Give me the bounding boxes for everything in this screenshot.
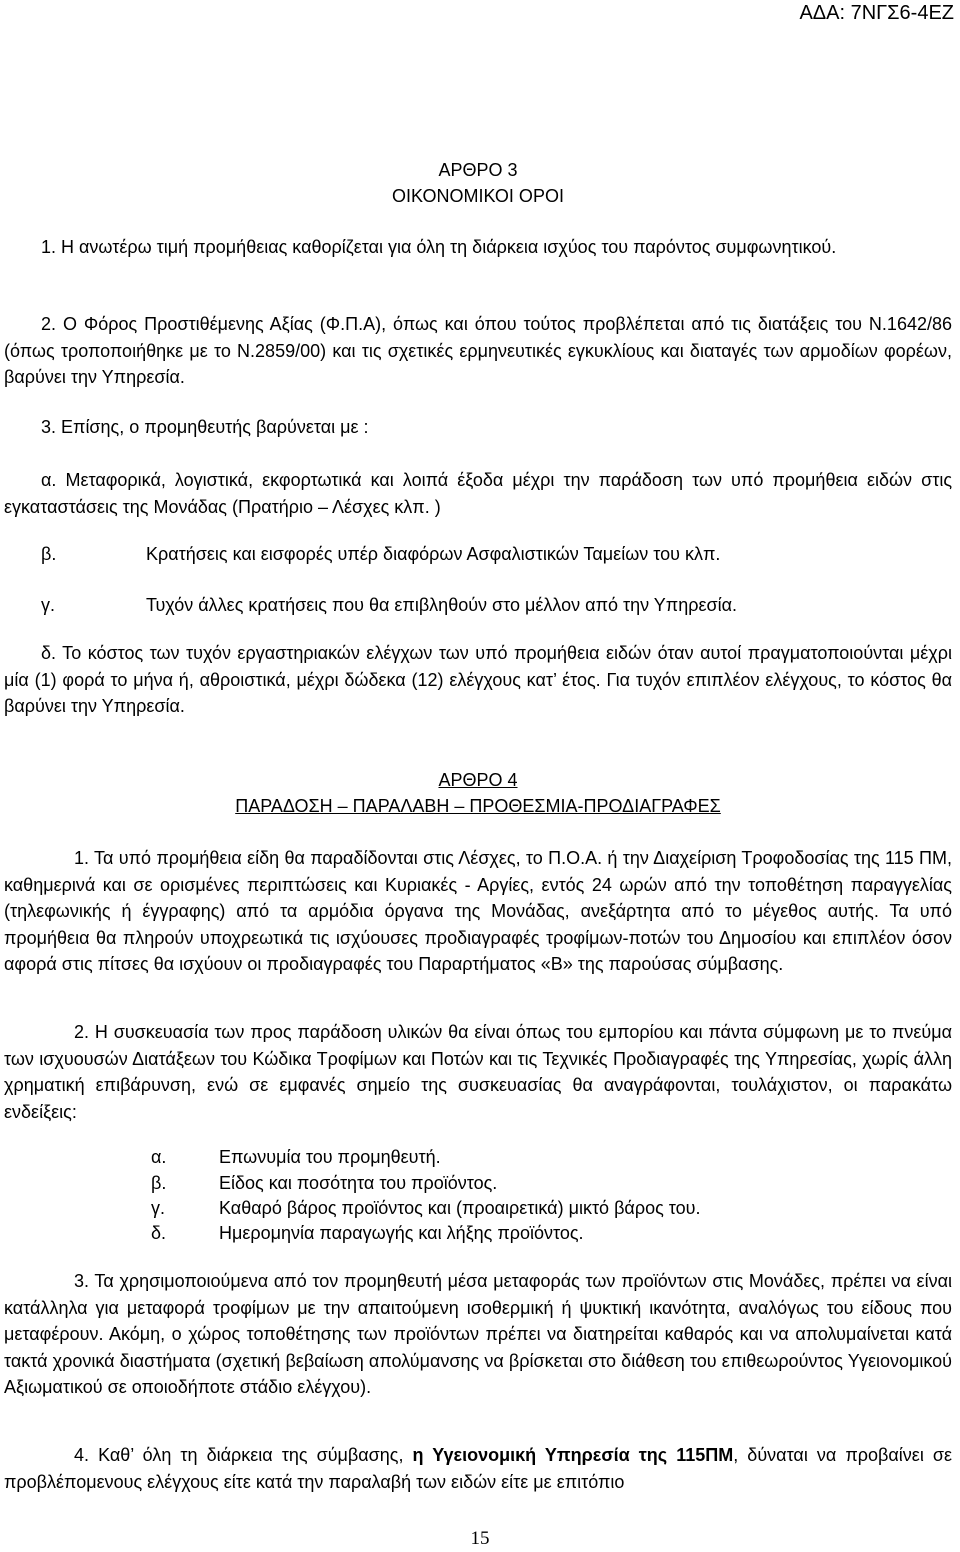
article-4-paragraph-1: 1. Τα υπό προμήθεια είδη θα παραδίδονται στις Λέσχες, το Π.Ο.Α. ή την Διαχείριση Τροφοδοσίας της 115 ΠΜ, καθημερινά και σε ορισμένες περιπτώσεις και Κυριακές - Αργίες, εντός 24 ωρών από την τοποθέτηση παραγγελίας (τηλεφωνικής ή έγγραφης) από τα αρμόδια όργανα της Μονάδας, ανεξάρτητα από το μέγεθος αυτής. Τα υπό προμήθεια θα πληρούν υποχρεωτικά τις ισχύουσες προδιαγραφές τροφίμων-ποτών του Δημοσίου και επιπλέον όσον αφορά στις πίτσες θα ισχύουν οι προδιαγραφές του Παραρτήματος «Β» της παρούσας σύμβασης.	[4, 848, 952, 974]
paragraph-4-bold: η Υγειονομική Υπηρεσία της 115ΠΜ	[412, 1445, 734, 1465]
article-4-paragraph-4	[4, 1442, 952, 1495]
list-item-label: γ.	[151, 1198, 166, 1218]
article-3-item-a: α. Μεταφορικά, λογιστικά, εκφορτωτικά και λοιπά έξοδα μέχρι την παράδοση των υπό προμήθεια ειδών στις εγκαταστάσεις της Μονάδας (Πρατήριο – Λέσχες κλπ. )	[4, 470, 952, 517]
article-4-title-text: ΑΡΘΡΟ 4	[438, 770, 518, 790]
article-4-paragraph-2: 2. Η συσκευασία των προς παράδοση υλικών θα είναι όπως του εμπορίου και πάντα σύμφωνη με το πνεύμα των ισχυουσών Διατάξεων του Κώδικα Τροφίμων και Ποτών και τις Τεχνικές Προδιαγραφές της Υπηρεσίας, χωρίς άλλη χρηματική επιβάρυνση, ενώ σε εμφανές σημείο της συσκευασίας θα αναγράφονται, τουλάχιστον, οι παρακάτω ενδείξεις:	[4, 1022, 952, 1122]
article-3-paragraph-1: 1. Η ανωτέρω τιμή προμήθειας καθορίζεται για όλη τη διάρκεια ισχύος του παρόντος συμφωνητικού.	[41, 237, 837, 257]
paragraph-4-end: , δύναται να προβαίνει σε προβλέπομενους ελέγχους είτε κατά την παραλαβή των ειδών είτε με επιτόπιο	[4, 1445, 953, 1492]
page-number: 15	[470, 1528, 490, 1549]
item-b-label: β.	[41, 544, 57, 564]
list-item-text: Ημερομηνία παραγωγής και λήξης προϊόντος.	[219, 1223, 584, 1243]
item-g-label: γ.	[41, 595, 56, 615]
article-3-paragraph-2: 2. Ο Φόρος Προστιθέμενης Αξίας (Φ.Π.Α), όπως και όπου τούτος προβλέπεται από τις διατάξεις του Ν.1642/86 (όπως τροποποιήθηκε με το Ν.2859/00) και τις σχετικές ερμηνευτικές εγκυκλίους και διαταγές των αρμοδίων φορέων, βαρύνει την Υπηρεσία.	[4, 314, 952, 387]
list-item-text: Καθαρό βάρος προϊόντος και (προαιρετικά) μικτό βάρος του.	[219, 1198, 701, 1218]
document-page	[4, 0, 952, 1552]
list-item-text: Επωνυμία του προμηθευτή.	[219, 1147, 441, 1167]
paragraph-4-start: 4. Καθ’ όλη τη διάρκεια της σύμβασης,	[74, 1445, 413, 1465]
article-4-subtitle-text: ΠΑΡΑΔΟΣΗ – ΠΑΡΑΛΑΒΗ – ΠΡΟΘΕΣΜΙΑ-ΠΡΟΔΙΑΓΡΑΦΕΣ	[235, 796, 721, 816]
article-4-subtitle	[4, 793, 952, 820]
item-g-text: Τυχόν άλλες κρατήσεις που θα επιβληθούν στο μέλλον από την Υπηρεσία.	[146, 595, 738, 615]
list-item-text: Είδος και ποσότητα του προϊόντος.	[219, 1173, 498, 1193]
ada-code: ΑΔΑ: 7ΝΓΣ6-4ΕΖ	[799, 2, 954, 24]
list-item-label: δ.	[151, 1223, 167, 1243]
item-b-text: Κρατήσεις και εισφορές υπέρ διαφόρων Ασφαλιστικών Ταμείων του κλπ.	[146, 544, 721, 564]
article-3-item-d: δ. Το κόστος των τυχόν εργαστηριακών ελέγχων των υπό προμήθεια ειδών όταν αυτοί πραγματοποιούνται μέχρι μία (1) φορά το μήνα ή, αθροιστικά, μέχρι δώδεκα (12) ελέγχους κατ’ έτος. Για τυχόν επιπλέον ελέγχους, το κόστος θα βαρύνει την Υπηρεσία.	[4, 643, 952, 716]
article-3-subtitle: ΟΙΚΟΝΟΜΙΚΟΙ ΟΡΟΙ	[392, 186, 564, 206]
list-item-label: β.	[151, 1173, 167, 1193]
list-item-label: α.	[151, 1147, 167, 1167]
article-4-paragraph-3: 3. Τα χρησιμοποιούμενα από τον προμηθευτή μέσα μεταφοράς των προϊόντων στις Μονάδες, πρέπει να είναι κατάλληλα για μεταφορά τροφίμων με την απαιτούμενη ισοθερμική ή ψυκτική ικανότητα, αναλόγως του είδους που μεταφέρουν. Ακόμη, ο χώρος τοποθέτησης των προϊόντων πρέπει να διατηρείται καθαρός και να απολυμαίνεται κατά τακτά χρονικά διαστήματα (σχετική βεβαίωση απολύμανσης να βρίσκεται στο διάθεση του επιθεωρούντος Υγειονομικού Αξιωματικού σε οποιοδήποτε στάδιο ελέγχου).	[4, 1271, 952, 1397]
article-4-title	[4, 767, 952, 794]
article-3-paragraph-3: 3. Επίσης, ο προμηθευτής βαρύνεται με :	[41, 417, 369, 437]
article-3-title: ΑΡΘΡΟ 3	[438, 160, 518, 180]
